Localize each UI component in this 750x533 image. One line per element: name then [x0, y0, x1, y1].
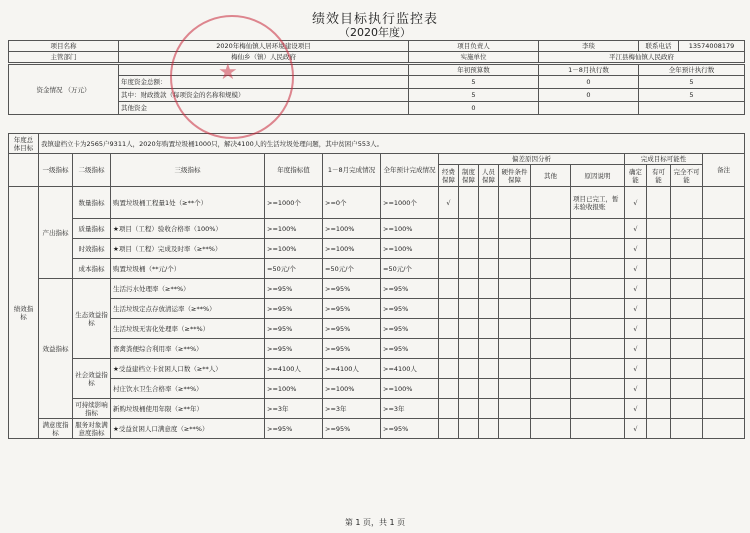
- jan-aug-cell: >=95%: [323, 339, 381, 359]
- sure-cell: √: [625, 187, 647, 219]
- lvl2-cell: 社会效益指标: [73, 359, 111, 399]
- funds-row-label: 其他资金: [119, 102, 409, 115]
- sure-cell: √: [625, 259, 647, 279]
- jan-aug-cell: >=100%: [323, 379, 381, 399]
- funds-col1: 年初预算数: [409, 65, 539, 76]
- sure-cell: √: [625, 299, 647, 319]
- target-cell: >=95%: [265, 419, 323, 439]
- funds-row-v3: [639, 102, 745, 115]
- jan-aug-cell: >=95%: [323, 299, 381, 319]
- lvl3-cell: 生活垃圾无害化处理率（≥**%）: [111, 319, 265, 339]
- sure-cell: √: [625, 219, 647, 239]
- phone-value: 13574008179: [679, 41, 745, 52]
- header-hardware: 硬件条件保障: [499, 165, 531, 187]
- group-satisfaction: 满意度指标: [39, 419, 73, 439]
- sure-cell: √: [625, 339, 647, 359]
- unit-value: 平江县梅仙镇人民政府: [539, 52, 745, 63]
- jan-aug-cell: >=95%: [323, 279, 381, 299]
- reason-cell: 项目已完工，暂未验收报账: [571, 187, 625, 219]
- unit-label: 实施单位: [409, 52, 539, 63]
- project-info-table: [8, 40, 745, 63]
- header-impossible: 完全不可能: [671, 165, 703, 187]
- page-footer: 第 1 页，共 1 页: [344, 518, 406, 527]
- leader-label: 项目负责人: [409, 41, 539, 52]
- sure-cell: √: [625, 419, 647, 439]
- full-year-cell: =50元/个: [381, 259, 439, 279]
- funds-row-v1: 0: [409, 102, 539, 115]
- indicators-table: [8, 133, 745, 439]
- header-sure: 确定能: [625, 165, 647, 187]
- target-cell: >=95%: [265, 319, 323, 339]
- lvl2-cell: 服务对象满意度指标: [73, 419, 111, 439]
- lvl3-cell: ★项目（工程）验收合格率（100%）: [111, 219, 265, 239]
- lvl3-cell: 购置垃圾桶（**元/个）: [111, 259, 265, 279]
- lvl3-cell: 购置垃圾桶工程量1处（≥**个）: [111, 187, 265, 219]
- full-year-cell: >=95%: [381, 279, 439, 299]
- header-full-year: 全年预计完成情况: [381, 154, 439, 187]
- funds-row-label: 年度资金总额：: [119, 76, 409, 89]
- jan-aug-cell: >=3年: [323, 399, 381, 419]
- page-title: 绩效目标执行监控表: [311, 12, 438, 27]
- full-year-cell: >=3年: [381, 399, 439, 419]
- jan-aug-cell: =50元/个: [323, 259, 381, 279]
- full-year-cell: >=100%: [381, 379, 439, 399]
- funds-row-v3: 5: [639, 89, 745, 102]
- group-output: 产出指标: [39, 187, 73, 279]
- sure-cell: √: [625, 279, 647, 299]
- goal-text: 我镇建档立卡为2565户9311人，2020年购置垃圾桶1000只，解决4100人的生活垃圾处理问题，其中贫困户553人。: [39, 134, 745, 154]
- header-other: 其他: [531, 165, 571, 187]
- lvl3-cell: 生活垃圾定点存放清运率（≥**%）: [111, 299, 265, 319]
- jan-aug-cell: >=100%: [323, 239, 381, 259]
- funds-row-v1: 5: [409, 76, 539, 89]
- funds-guarantee-cell: √: [439, 187, 459, 219]
- jan-aug-cell: >=4100人: [323, 359, 381, 379]
- page-subtitle: （2020年度）: [339, 26, 411, 39]
- sure-cell: √: [625, 359, 647, 379]
- lvl3-cell: 新购垃圾桶使用年限（≥**年）: [111, 399, 265, 419]
- lvl3-cell: 村庄饮水卫生合格率（≥**%）: [111, 379, 265, 399]
- header-reason: 原因说明: [571, 165, 625, 187]
- jan-aug-cell: >=95%: [323, 419, 381, 439]
- lvl2-cell: 成本指标: [73, 259, 111, 279]
- target-cell: >=95%: [265, 279, 323, 299]
- target-cell: >=95%: [265, 339, 323, 359]
- phone-label: 联系电话: [639, 41, 679, 52]
- header-staff: 人员保障: [479, 165, 499, 187]
- header-lvl3: 三级指标: [111, 154, 265, 187]
- sure-cell: √: [625, 399, 647, 419]
- header-maybe: 有可能: [647, 165, 671, 187]
- leader-value: 李琰: [539, 41, 639, 52]
- target-cell: >=100%: [265, 379, 323, 399]
- header-lvl2: 二级指标: [73, 154, 111, 187]
- lvl3-cell: 畜禽粪便综合利用率（≥**%）: [111, 339, 265, 359]
- target-cell: >=1000个: [265, 187, 323, 219]
- jan-aug-cell: >=100%: [323, 219, 381, 239]
- lvl3-cell: ★受益贫困人口满意度（≥**%）: [111, 419, 265, 439]
- seal-star-icon: ★: [218, 60, 238, 85]
- funds-row-v2: [539, 102, 639, 115]
- dept-value: 梅仙乡（镇）人民政府: [119, 52, 409, 63]
- target-cell: =50元/个: [265, 259, 323, 279]
- funds-row-v3: 5: [639, 76, 745, 89]
- lvl2-cell: 时效指标: [73, 239, 111, 259]
- lvl2-cell: 生态效益指标: [73, 279, 111, 359]
- funds-table: [8, 64, 745, 115]
- dept-label: 主管部门: [9, 52, 119, 63]
- full-year-cell: >=100%: [381, 219, 439, 239]
- lvl3-cell: 生活污水处理率（≥**%）: [111, 279, 265, 299]
- header-remark: 备注: [703, 154, 745, 187]
- full-year-cell: >=95%: [381, 299, 439, 319]
- jan-aug-cell: >=95%: [323, 319, 381, 339]
- goal-label: 年度总体目标: [9, 134, 39, 154]
- target-cell: >=100%: [265, 239, 323, 259]
- sure-cell: √: [625, 239, 647, 259]
- funds-row-v1: 5: [409, 89, 539, 102]
- funds-label: 资金情况 （万元）: [9, 65, 119, 115]
- header-possibility: 完成目标可能性: [625, 154, 703, 165]
- target-cell: >=100%: [265, 219, 323, 239]
- jan-aug-cell: >=0个: [323, 187, 381, 219]
- group-benefit: 效益指标: [39, 279, 73, 419]
- project-name-value: 2020年梅仙镇人居环境建设项目: [119, 41, 409, 52]
- lvl3-cell: ★受益建档立卡贫困人口数（≥**人）: [111, 359, 265, 379]
- sure-cell: √: [625, 379, 647, 399]
- funds-col2: 1－8月执行数: [539, 65, 639, 76]
- lvl3-cell: ★项目（工程）完成及时率（≥**%）: [111, 239, 265, 259]
- target-cell: >=4100人: [265, 359, 323, 379]
- lvl2-cell: 质量指标: [73, 219, 111, 239]
- header-target: 年度指标值: [265, 154, 323, 187]
- funds-col3: 全年预计执行数: [639, 65, 745, 76]
- header-jan-aug: 1－8月完成情况: [323, 154, 381, 187]
- header-lvl1: 一级指标: [39, 154, 73, 187]
- funds-row-v2: 0: [539, 76, 639, 89]
- header-system: 制度保障: [459, 165, 479, 187]
- full-year-cell: >=100%: [381, 239, 439, 259]
- project-name-label: 项目名称: [9, 41, 119, 52]
- full-year-cell: >=95%: [381, 339, 439, 359]
- target-cell: >=95%: [265, 299, 323, 319]
- full-year-cell: >=95%: [381, 419, 439, 439]
- lvl2-cell: 可持续影响指标: [73, 399, 111, 419]
- perf-label: 绩效指标: [9, 187, 39, 439]
- header-deviation: 偏差原因分析: [439, 154, 625, 165]
- header-funds-guarantee: 经费保障: [439, 165, 459, 187]
- full-year-cell: >=1000个: [381, 187, 439, 219]
- funds-row-label: 其中：财政拨款（每项资金的名称和规模）: [119, 89, 409, 102]
- full-year-cell: >=95%: [381, 319, 439, 339]
- lvl2-cell: 数量指标: [73, 187, 111, 219]
- funds-row-v2: 0: [539, 89, 639, 102]
- sure-cell: √: [625, 319, 647, 339]
- target-cell: >=3年: [265, 399, 323, 419]
- full-year-cell: >=4100人: [381, 359, 439, 379]
